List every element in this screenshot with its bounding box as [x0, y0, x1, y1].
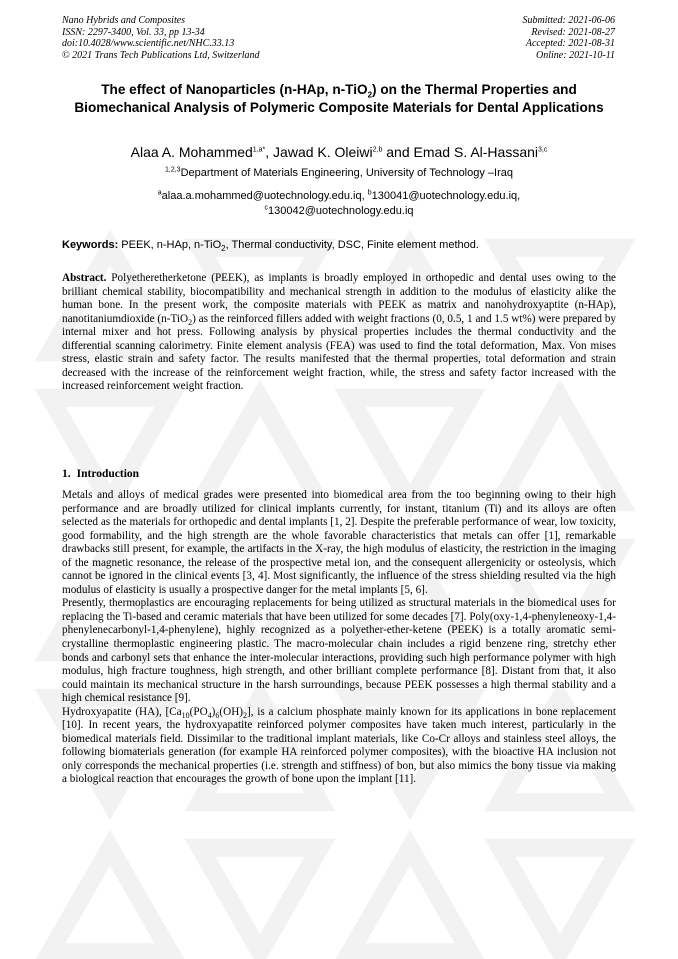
watermark-shape	[500, 398, 620, 502]
section-heading-introduction: 1. Introduction	[62, 468, 140, 480]
introduction-body	[62, 489, 616, 787]
author-emails: $^a$alaa.a.mohammed@uotechnology.edu.iq, $^b$130041@uotechnology.edu.iq, $^c$130042@uotechnology.edu.iq	[157, 189, 521, 217]
watermark-shape	[350, 848, 470, 952]
keywords-label: Keywords:	[62, 239, 119, 251]
journal-doi: doi:10.4028/www.scientific.net/NHC.33.13	[62, 38, 235, 49]
abstract-label: Abstract.	[62, 272, 107, 284]
date-accepted: Accepted: 2021-08-31	[525, 38, 615, 49]
watermark-shape	[200, 848, 320, 952]
journal-issn: ISSN: 2297-3400, Vol. 33, pp 13-34	[62, 26, 205, 38]
paragraph: Presently, thermoplastics are encouraging replacements for being utilized as structural materials in the biomedical uses for replacing the Ti-based and ceramic materials that have been utilized for some decades [7]. Poly(oxy-1,4-phenyleneoxy-1,4-phenylenecarbonyl-1,4-phenylene), highly recognized as a polyether-ether-ketene (PEEK) is a totally aromatic semi-crystalline thermoplastic engineering plastic. The macro-molecular chain includes a rigid benzene ring, stretchy ether bonds and carbonyl sets that enhance the inter-molecular interactions, providing such high performance polymer with high modulus, high fracture toughness, high strength, and other brilliant complete performance [8]. Distant from that, it also could maintain its mechanical structure in the harsh surroundings, because PEEK possesses a high thermal stability and a high chemical resistance [9].	[62, 597, 616, 705]
date-submitted: Submitted: 2021-06-06	[522, 15, 615, 26]
date-revised: Revised: 2021-08-27	[531, 26, 615, 38]
affiliation: $^{1,2,3}$Department of Materials Engineering, University of Technology –Iraq	[165, 166, 513, 179]
journal-header-right	[523, 15, 616, 61]
author-1: Alaa A. Mohammed	[130, 144, 253, 160]
journal-header-left	[62, 15, 260, 61]
paragraph: Metals and alloys of medical grades were presented into biomedical area from the too beginning owing to their high performance and are broadly utilized for clinical implants currently, for instant, titanium (Ti) and its alloys are often selected as the materials for orthopedic and dental implants [1, 2]. Despite the preferable performance of wear, low toxicity, good formability, and the high strength are the whole favorable characteristics that metals can offer [1], remarkable drawbacks still present, for example, the artifacts in the X-ray, the high modulus of elasticity, the restriction in the imaging of the magnetic resonance, the release of the prospective metal ion, and the consequent allergenicity or osteolysis, which cannot be ignored in the clinical events [3, 4]. Most significantly, the influence of the stress shielding resulted via the high modulus of elasticity is usually a prospective danger for the metal implants [5, 6].	[62, 489, 616, 596]
journal-name: Nano Hybrids and Composites	[62, 15, 186, 26]
keywords: Keywords: PEEK, n-HAp, n-TiO$_2$, Thermal conductivity, DSC, Finite element method.	[62, 239, 479, 254]
abstract: Abstract. Polyetheretherketone (PEEK), as implants is broadly employed in orthopedic and dental uses owing to the brilliant chemical stability, biocompatibility and mechanical strength in addition to the modulus of elasticity alike the human bone. In the present work, the composite materials with PEEK as matrix and nanohydroxyaptite (n-HAp), nanotitaniumdioxide (n-TiO$_2$) as the reinforced fillers added with weight fractions (0, 0.5, 1 and 1.5 wt%) were prepared by internal mixer and hot press. Following analysis by physical properties includes the thermal conductivity and the differential scanning calorimetry. Finite element analysis (FEA) was used to find the total deformation, Max. Von mises stress, elastic strain and safety factor. The results manifested that the thermal properties, total deformation and strain decreased with the increase of the reinforcement weight fraction, while, the stress and safety factor increased with the increased reinforcement weight fraction.	[62, 272, 617, 393]
author-2: , Jawad K. Oleiwi	[265, 144, 373, 160]
author-3: and Emad S. Al-Hassani	[382, 144, 539, 160]
email-link-a[interactable]: alaa.a.mohammed@uotechnology.edu.iq,	[161, 190, 368, 202]
paragraph: Hydroxyapatite (HA), $[Ca_{10}(PO_4)_6(OH)_2]$, is a calcium phosphate mainly known for its applications in bone replacement [10]. In recent years, the hydroxyapatite reinforced polymer composites have taken much interest, particularly in the biomedical materials field. Dissimilar to the traditional implant materials, like Co-Cr alloys and stainless steel alloys, the following biomaterials generation (for example HA reinforced polymer composites), with the bioactive HA inclusion not only corresponds the mechanical properties (i.e. strength and stiffness) of bon, but also mimics the bony tissue via making a biological reaction that encourages the growth of bone upon the implant [11].	[62, 705, 616, 786]
journal-copyright: © 2021 Trans Tech Publications Ltd, Switzerland	[62, 49, 260, 61]
email-link-c[interactable]: 130042@uotechnology.edu.iq	[267, 205, 414, 217]
email-link-b[interactable]: 130041@uotechnology.edu.iq,	[371, 190, 521, 202]
author-list: Alaa A. Mohammed$^{1,a*}$, Jawad K. Oleiwi$^{2,b}$ and Emad S. Al-Hassani$^{3,c}$	[130, 144, 548, 160]
watermark-shape	[50, 848, 170, 952]
paper-title: The effect of Nanoparticles (n-HAp, n-TiO$_2$) on the Thermal Properties and Biomechanical Analysis of Polymeric Composite Materials for Dental Applications	[74, 82, 604, 115]
watermark-shape	[500, 848, 620, 952]
watermark-shape	[50, 398, 170, 502]
watermark-shape	[350, 398, 470, 502]
watermark-shape	[200, 398, 320, 502]
date-online: Online: 2021-10-11	[536, 49, 615, 61]
